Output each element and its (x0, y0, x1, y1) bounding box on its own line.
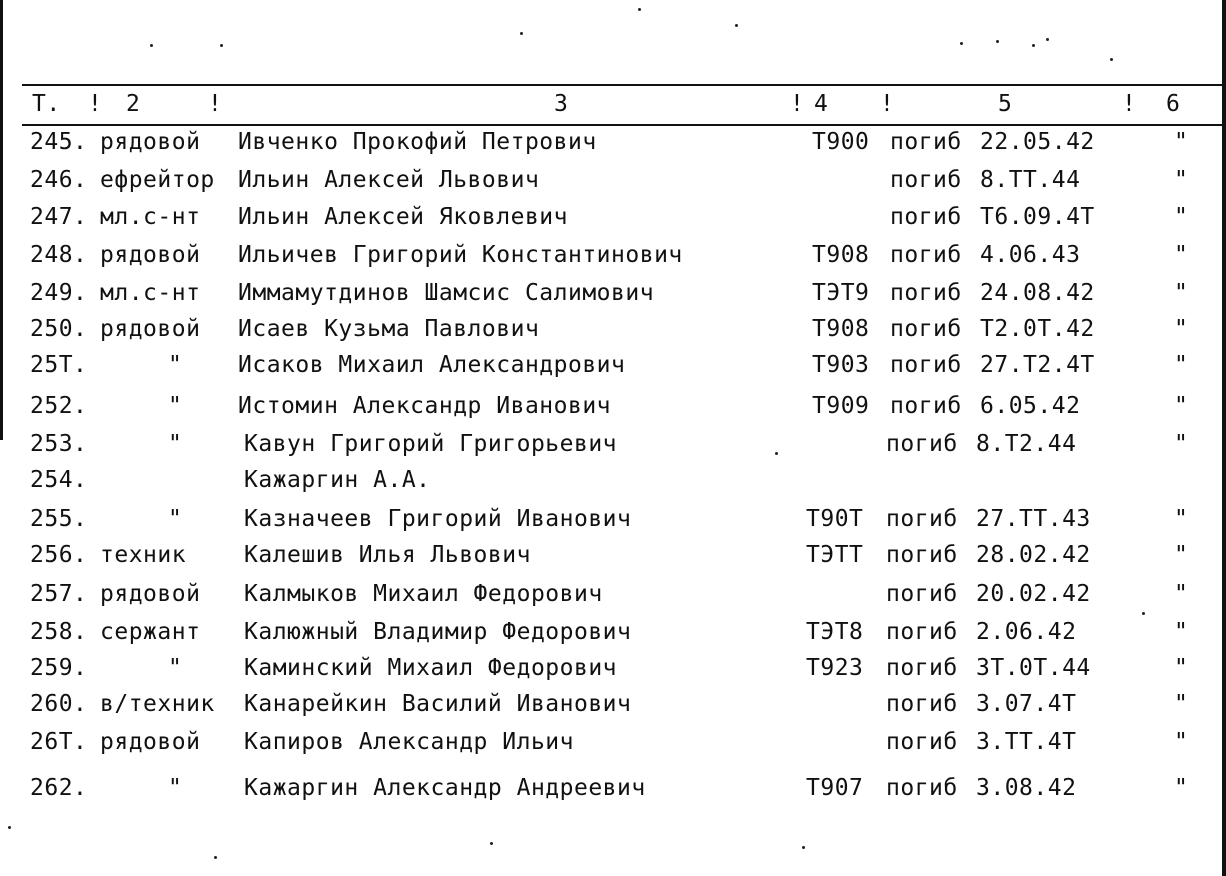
rank: рядовой (100, 316, 201, 342)
status: погиб (886, 581, 958, 607)
ditto-mark: " (1174, 352, 1189, 378)
row-number: 250. (30, 316, 88, 342)
scan-speck (1032, 44, 1035, 47)
rank: рядовой (100, 729, 201, 755)
full-name: Казначеев Григорий Иванович (244, 506, 632, 532)
row-number: 258. (30, 619, 88, 645)
ditto-mark: " (1174, 316, 1189, 342)
ditto-mark: " (1174, 129, 1189, 155)
status: погиб (890, 316, 962, 342)
row-number: 254. (30, 467, 88, 493)
death-date: 3.ТТ.4Т (976, 729, 1077, 755)
full-name: Истомин Александр Иванович (238, 393, 612, 419)
full-name: Ильин Алексей Львович (238, 167, 540, 193)
row-number: 256. (30, 542, 88, 568)
rank: " (168, 431, 183, 457)
rank: в/техник (100, 691, 215, 717)
scan-speck (490, 842, 493, 845)
birth-year: Т900 (812, 129, 870, 155)
scan-speck (8, 826, 11, 829)
page-right-border (1222, 0, 1226, 876)
ditto-mark: " (1174, 167, 1189, 193)
death-date: 4.06.43 (980, 242, 1081, 268)
full-name: Кажаргин А.А. (244, 467, 431, 493)
scan-speck (220, 44, 223, 47)
row-number: 247. (30, 204, 88, 230)
full-name: Ильин Алексей Яковлевич (238, 204, 568, 230)
ditto-mark: " (1174, 619, 1189, 645)
scan-speck (638, 8, 641, 11)
ditto-mark: " (1174, 729, 1189, 755)
row-number: 253. (30, 431, 88, 457)
row-number: 249. (30, 280, 88, 306)
status: погиб (890, 204, 962, 230)
ditto-mark: " (1174, 393, 1189, 419)
birth-year: ТЭТ9 (812, 280, 870, 306)
full-name: Исаков Михаил Александрович (238, 352, 626, 378)
death-date: Т6.09.4Т (980, 204, 1095, 230)
full-name: Кавун Григорий Григорьевич (244, 431, 618, 457)
full-name: Капиров Александр Ильич (244, 729, 574, 755)
rank: мл.с-нт (100, 204, 201, 230)
death-date: 20.02.42 (976, 581, 1091, 607)
status: погиб (886, 691, 958, 717)
birth-year: Т908 (812, 242, 870, 268)
scan-speck (520, 32, 523, 35)
rank: " (168, 393, 183, 419)
status: погиб (890, 352, 962, 378)
ditto-mark: " (1174, 506, 1189, 532)
full-name: Ильичев Григорий Константинович (238, 242, 683, 268)
row-number: 248. (30, 242, 88, 268)
ditto-mark: " (1174, 581, 1189, 607)
birth-year: Т923 (806, 655, 864, 681)
row-number: 25Т. (30, 352, 88, 378)
death-date: 8.Т2.44 (976, 431, 1077, 457)
full-name: Ивченко Прокофий Петрович (238, 129, 597, 155)
full-name: Исаев Кузьма Павлович (238, 316, 540, 342)
status: погиб (886, 506, 958, 532)
scan-speck (802, 846, 805, 849)
birth-year: ТЭТ8 (806, 619, 864, 645)
full-name: Калюжный Владимир Федорович (244, 619, 632, 645)
scan-speck (1046, 38, 1049, 41)
scan-speck (996, 40, 999, 43)
scan-speck (775, 452, 778, 455)
scan-speck (150, 44, 153, 47)
ditto-mark: " (1174, 431, 1189, 457)
birth-year: Т90Т (806, 506, 864, 532)
ditto-mark: " (1174, 242, 1189, 268)
death-date: 28.02.42 (976, 542, 1091, 568)
row-number: 246. (30, 167, 88, 193)
status: погиб (886, 542, 958, 568)
rank: " (168, 506, 183, 532)
row-number: 260. (30, 691, 88, 717)
ditto-mark: " (1174, 691, 1189, 717)
row-number: 252. (30, 393, 88, 419)
death-date: 27.ТТ.43 (976, 506, 1091, 532)
death-date: 27.Т2.4Т (980, 352, 1095, 378)
header-col5: 5 (998, 91, 1013, 117)
page-left-border (0, 0, 3, 440)
header-col2: 2 (126, 91, 141, 117)
full-name: Калмыков Михаил Федорович (244, 581, 603, 607)
birth-year: Т903 (812, 352, 870, 378)
header-col3: 3 (554, 91, 569, 117)
header-col1: Т. (32, 91, 61, 117)
ditto-mark: " (1174, 280, 1189, 306)
header-col4: 4 (814, 91, 829, 117)
scan-speck (1110, 58, 1113, 61)
header-separator: ! (880, 91, 895, 117)
status: погиб (886, 775, 958, 801)
birth-year: Т907 (806, 775, 864, 801)
full-name: Каминский Михаил Федорович (244, 655, 618, 681)
full-name: Канарейкин Василий Иванович (244, 691, 632, 717)
rank: рядовой (100, 581, 201, 607)
status: погиб (890, 393, 962, 419)
death-date: 22.05.42 (980, 129, 1095, 155)
death-date: 6.05.42 (980, 393, 1081, 419)
header-separator: ! (88, 91, 103, 117)
rank: рядовой (100, 129, 201, 155)
rank: " (168, 352, 183, 378)
scan-speck (1142, 612, 1145, 615)
full-name: Иммамутдинов Шамсис Салимович (238, 280, 655, 306)
status: погиб (890, 129, 962, 155)
status: погиб (886, 431, 958, 457)
row-number: 255. (30, 506, 88, 532)
rank: мл.с-нт (100, 280, 201, 306)
status: погиб (890, 280, 962, 306)
header-separator: ! (1122, 91, 1137, 117)
death-date: 8.ТТ.44 (980, 167, 1081, 193)
ditto-mark: " (1174, 775, 1189, 801)
header-bottom-rule (22, 124, 1222, 126)
full-name: Кажаргин Александр Андреевич (244, 775, 646, 801)
rank: рядовой (100, 242, 201, 268)
rank: техник (100, 542, 187, 568)
birth-year: Т909 (812, 393, 870, 419)
rank: ефрейтор (100, 167, 215, 193)
ditto-mark: " (1174, 542, 1189, 568)
death-date: 3Т.0Т.44 (976, 655, 1091, 681)
row-number: 257. (30, 581, 88, 607)
header-separator: ! (790, 91, 805, 117)
header-col6: 6 (1166, 91, 1181, 117)
death-date: Т2.0Т.42 (980, 316, 1095, 342)
header-separator: ! (208, 91, 223, 117)
status: погиб (886, 619, 958, 645)
rank: " (168, 775, 183, 801)
full-name: Калешив Илья Львович (244, 542, 531, 568)
row-number: 262. (30, 775, 88, 801)
ditto-mark: " (1174, 655, 1189, 681)
ditto-mark: " (1174, 204, 1189, 230)
status: погиб (886, 655, 958, 681)
row-number: 245. (30, 129, 88, 155)
scan-speck (735, 24, 738, 27)
rank: сержант (100, 619, 201, 645)
status: погиб (886, 729, 958, 755)
death-date: 3.08.42 (976, 775, 1077, 801)
scan-speck (960, 42, 963, 45)
status: погиб (890, 242, 962, 268)
status: погиб (890, 167, 962, 193)
death-date: 2.06.42 (976, 619, 1077, 645)
table-top-rule (22, 84, 1222, 86)
row-number: 26Т. (30, 729, 88, 755)
birth-year: ТЭТТ (806, 542, 864, 568)
death-date: 24.08.42 (980, 280, 1095, 306)
row-number: 259. (30, 655, 88, 681)
scan-speck (214, 856, 217, 859)
rank: " (168, 655, 183, 681)
birth-year: Т908 (812, 316, 870, 342)
death-date: 3.07.4Т (976, 691, 1077, 717)
